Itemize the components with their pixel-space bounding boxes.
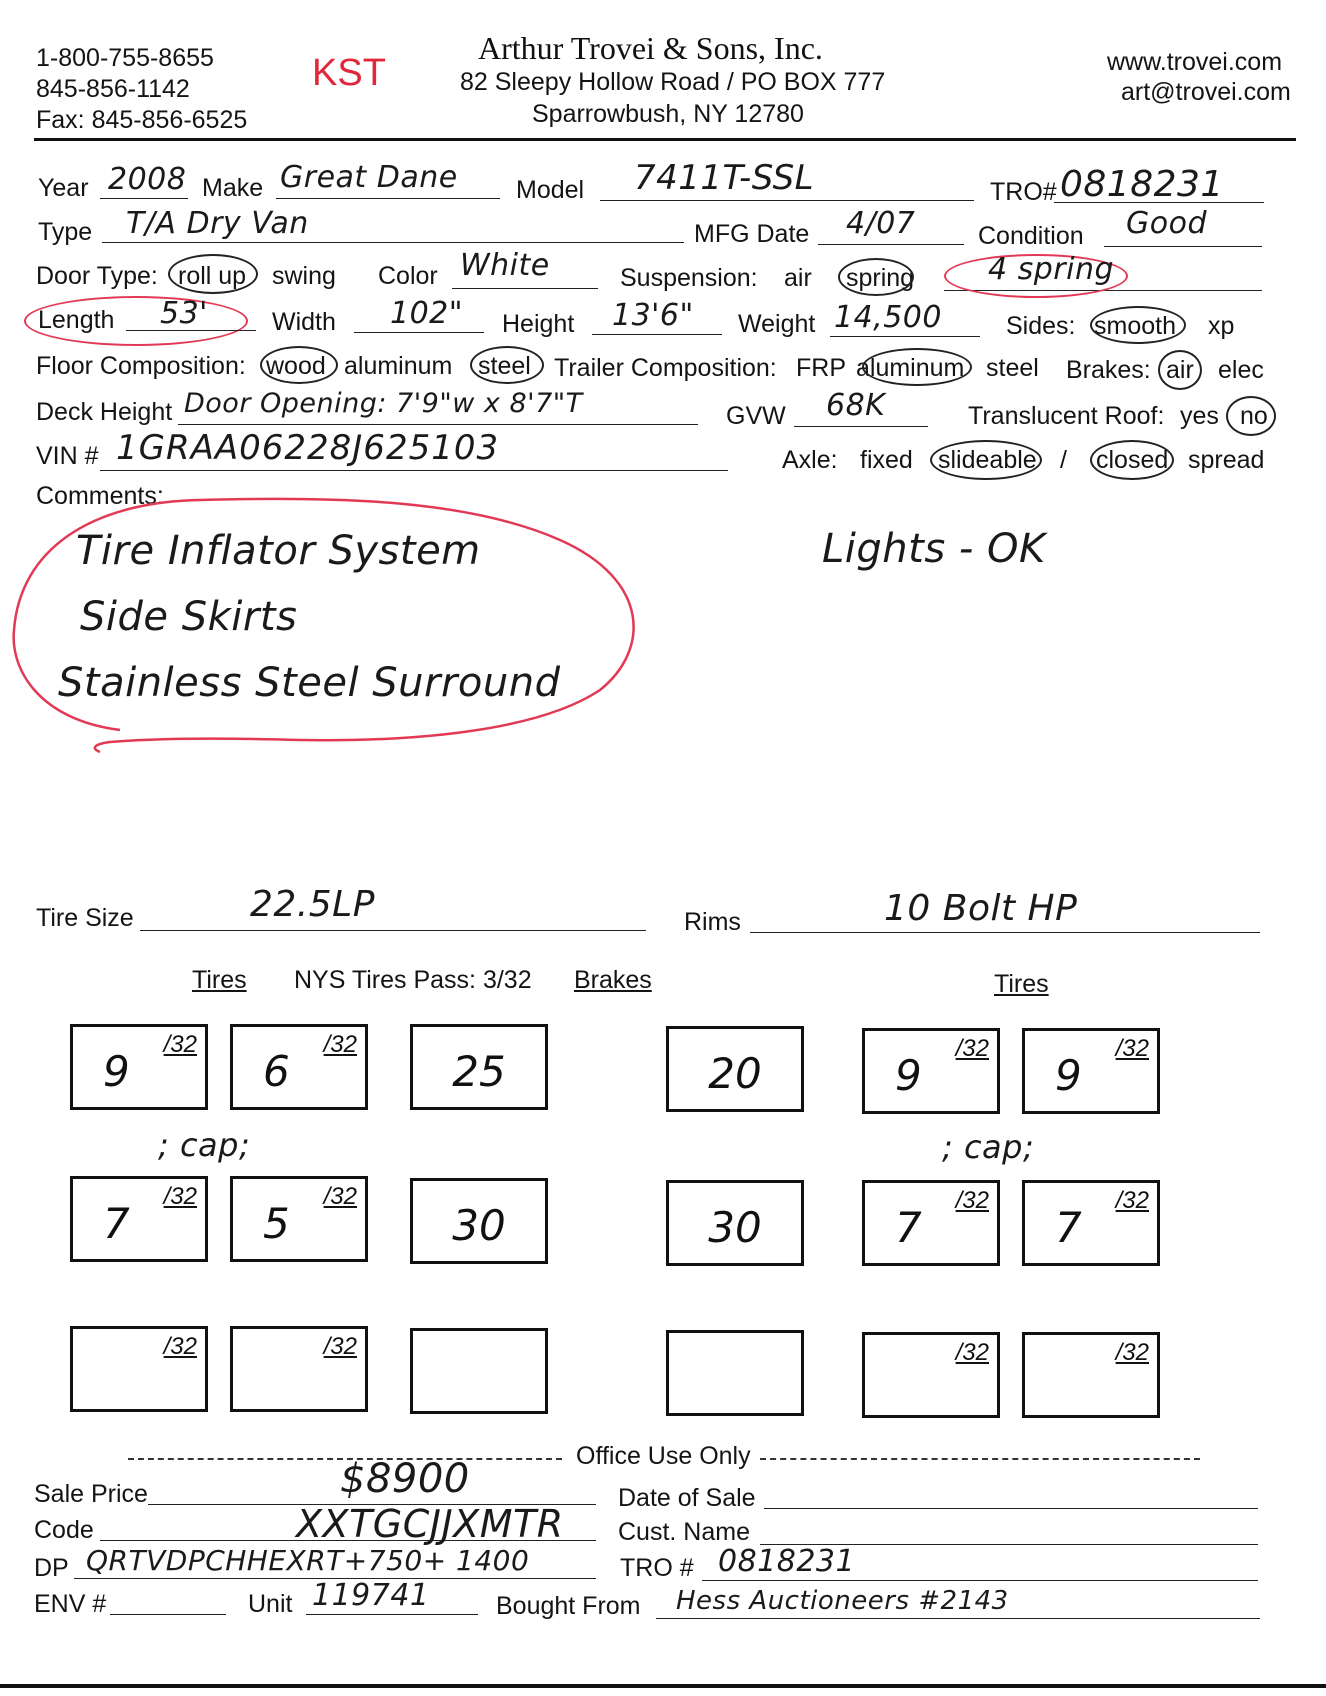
fraction-label: /32 (163, 1031, 197, 1058)
tire-box[interactable] (70, 1024, 208, 1110)
dp-value[interactable]: QRTVDPCHHEXRT+750+ 1400 (86, 1544, 530, 1577)
trailer-frp-option[interactable]: FRP (796, 354, 846, 382)
fraction-label: /32 (955, 1035, 989, 1062)
cust-name-label: Cust. Name (618, 1518, 750, 1546)
deck-height-line (178, 424, 698, 425)
date-of-sale-label: Date of Sale (618, 1484, 756, 1512)
company-name: Arthur Trovei & Sons, Inc. (478, 30, 823, 66)
color-label: Color (378, 262, 438, 290)
door-rollup-option[interactable]: roll up (178, 262, 247, 290)
tire-depth: 9 (1055, 1051, 1082, 1100)
comment-lights: Lights - OK (822, 526, 1046, 572)
wood-circle (260, 346, 338, 384)
env-label: ENV # (34, 1590, 107, 1618)
tro-value[interactable]: 0818231 (1060, 164, 1224, 205)
tire-box[interactable] (230, 1326, 368, 1412)
gvw-label: GVW (726, 402, 786, 430)
make-value[interactable]: Great Dane (280, 160, 458, 195)
email[interactable]: art@trovei.com (1121, 78, 1291, 106)
tire-box[interactable] (862, 1332, 1000, 1418)
type-value[interactable]: T/A Dry Van (126, 206, 309, 241)
axle-slideable-option[interactable]: slideable (938, 446, 1037, 474)
office-use-label: Office Use Only (576, 1442, 751, 1470)
brake-box[interactable] (666, 1330, 804, 1416)
height-label: Height (502, 310, 575, 338)
fraction-label: /32 (323, 1333, 357, 1360)
deck-height-value[interactable]: Door Opening: 7'9"w x 8'7"T (184, 388, 583, 419)
year-label: Year (38, 174, 89, 202)
tire-depth: 7 (895, 1203, 922, 1252)
rims-value[interactable]: 10 Bolt HP (884, 888, 1078, 929)
brake-box[interactable] (410, 1178, 548, 1264)
axle-closed-option[interactable]: closed (1096, 446, 1169, 474)
company-address-1: 82 Sleepy Hollow Road / PO BOX 777 (460, 68, 886, 96)
length-label: Length (38, 306, 115, 334)
slideable-circle (930, 440, 1042, 480)
tires-right-header: Tires (994, 970, 1049, 998)
make-line (276, 198, 500, 199)
tro-office-line (702, 1580, 1258, 1581)
brake-box[interactable] (410, 1328, 548, 1414)
fraction-label: /32 (323, 1183, 357, 1210)
tire-depth: 6 (263, 1047, 290, 1096)
door-swing-option[interactable]: swing (272, 262, 336, 290)
tro-label: TRO# (990, 178, 1057, 206)
tire-box[interactable] (70, 1326, 208, 1412)
trailer-aluminum-circle (862, 348, 972, 386)
condition-label: Condition (978, 222, 1084, 250)
tire-size-label: Tire Size (36, 904, 134, 932)
smooth-circle (1090, 306, 1186, 344)
type-line (102, 242, 684, 243)
door-type-label: Door Type: (36, 262, 158, 290)
color-value[interactable]: White (460, 248, 550, 283)
comments-label: Comments: (36, 482, 164, 510)
header-divider (34, 138, 1296, 141)
closed-circle (1090, 440, 1174, 480)
weight-line (830, 336, 980, 337)
mfg-date-line (818, 244, 964, 245)
gvw-line (794, 426, 928, 427)
sides-xp-option[interactable]: xp (1208, 312, 1235, 340)
code-value[interactable]: XXTGCJJXMTR (296, 1502, 564, 1546)
tire-box[interactable] (1022, 1332, 1160, 1418)
brake-box[interactable] (410, 1024, 548, 1110)
floor-wood-option[interactable]: wood (266, 352, 326, 380)
tro-office-label: TRO # (620, 1554, 694, 1582)
rims-label: Rims (684, 908, 741, 936)
floor-steel-option[interactable]: steel (478, 352, 531, 380)
axle-label: Axle: (782, 446, 838, 474)
translucent-roof-label: Translucent Roof: (968, 402, 1165, 430)
deck-height-label: Deck Height (36, 398, 173, 426)
fraction-label: /32 (163, 1333, 197, 1360)
axle-slash: / (1060, 446, 1067, 474)
bought-from-value[interactable]: Hess Auctioneers #2143 (676, 1586, 1009, 1616)
sale-price-label: Sale Price (34, 1480, 148, 1508)
brakes-elec-option[interactable]: elec (1218, 356, 1264, 384)
website[interactable]: www.trovei.com (1107, 48, 1283, 76)
width-label: Width (272, 308, 336, 336)
tire-size-value[interactable]: 22.5LP (250, 884, 375, 925)
comment-line-1: Tire Inflator System (76, 528, 481, 574)
suspension-extra-value[interactable]: 4 spring (988, 252, 1115, 287)
suspension-label: Suspension: (620, 264, 758, 292)
dp-label: DP (34, 1554, 69, 1582)
brake-value: 25 (452, 1047, 506, 1096)
vin-value[interactable]: 1GRAA06228J625103 (116, 428, 500, 468)
bought-from-label: Bought From (496, 1592, 641, 1620)
height-line (592, 334, 722, 335)
tire-box[interactable] (862, 1180, 1000, 1266)
fraction-label: /32 (1115, 1035, 1149, 1062)
axle-fixed-option[interactable]: fixed (860, 446, 913, 474)
brake-value: 30 (708, 1203, 762, 1252)
bought-from-line (656, 1618, 1260, 1619)
company-address-2: Sparrowbush, NY 12780 (532, 100, 804, 128)
tire-box[interactable] (230, 1024, 368, 1110)
model-line (600, 200, 974, 201)
tire-box[interactable] (70, 1176, 208, 1262)
condition-value[interactable]: Good (1126, 206, 1207, 241)
fraction-label: /32 (323, 1031, 357, 1058)
spring-circle (838, 258, 914, 296)
tire-box[interactable] (1022, 1180, 1160, 1266)
sides-label: Sides: (1006, 312, 1076, 340)
vin-label: VIN # (36, 442, 99, 470)
mfg-date-value[interactable]: 4/07 (846, 206, 916, 241)
suspension-air-option[interactable]: air (784, 264, 812, 292)
height-value[interactable]: 13'6" (612, 298, 694, 333)
model-value[interactable]: 7411T-SSL (634, 158, 815, 198)
brake-box[interactable] (666, 1026, 804, 1112)
length-value[interactable]: 53' (160, 296, 208, 331)
tire-depth: 9 (103, 1047, 130, 1096)
axle-spread-option[interactable]: spread (1188, 446, 1265, 474)
tire-depth: 7 (103, 1199, 130, 1248)
year-line (100, 198, 188, 199)
office-divider-right (760, 1458, 1200, 1460)
tire-depth: 9 (895, 1051, 922, 1100)
phone-2: 845-856-1142 (36, 75, 190, 103)
type-label: Type (38, 218, 93, 246)
tire-depth: 7 (1055, 1203, 1082, 1252)
unit-line (306, 1614, 478, 1615)
date-of-sale-line (764, 1508, 1258, 1509)
trailer-aluminum-option[interactable]: aluminum (856, 354, 965, 382)
brakes-air-circle (1158, 350, 1202, 390)
bottom-edge (0, 1684, 1326, 1688)
nys-pass-header: NYS Tires Pass: 3/32 (294, 966, 532, 994)
brake-value: 30 (452, 1201, 506, 1250)
width-value[interactable]: 102" (390, 296, 464, 331)
phone-1: 1-800-755-8655 (36, 44, 214, 72)
sides-smooth-option[interactable]: smooth (1094, 312, 1176, 340)
translucent-no-option[interactable]: no (1240, 402, 1268, 430)
steel-circle (470, 346, 544, 384)
floor-aluminum-option[interactable]: aluminum (344, 352, 453, 380)
year-value[interactable]: 2008 (108, 162, 187, 197)
no-circle (1226, 396, 1276, 436)
cap-note-right: ; cap; (942, 1128, 1035, 1166)
fraction-label: /32 (955, 1187, 989, 1214)
brake-box[interactable] (666, 1180, 804, 1266)
brake-value: 20 (708, 1049, 762, 1098)
gvw-value[interactable]: 68K (826, 388, 886, 423)
fraction-label: /32 (1115, 1187, 1149, 1214)
tires-left-header: Tires (192, 966, 247, 994)
model-label: Model (516, 176, 585, 204)
make-label: Make (202, 174, 264, 202)
tire-box[interactable] (862, 1028, 1000, 1114)
width-line (354, 332, 484, 333)
rims-line (750, 932, 1260, 933)
tire-size-line (140, 930, 646, 931)
comment-line-2: Side Skirts (80, 594, 298, 640)
vin-line (100, 470, 728, 471)
code-label: Code (34, 1516, 94, 1544)
unit-value[interactable]: 119741 (312, 1578, 430, 1613)
cap-note-left: ; cap; (158, 1126, 251, 1164)
trailer-steel-option[interactable]: steel (986, 354, 1039, 382)
mfg-date-label: MFG Date (694, 220, 810, 248)
weight-value[interactable]: 14,500 (834, 300, 942, 335)
brakes-header: Brakes (574, 966, 652, 994)
fraction-label: /32 (1115, 1339, 1149, 1366)
tire-depth: 5 (263, 1199, 290, 1248)
translucent-yes-option[interactable]: yes (1180, 402, 1219, 430)
comment-line-3: Stainless Steel Surround (58, 660, 561, 706)
unit-label: Unit (248, 1590, 293, 1618)
door-rollup-circle (168, 254, 258, 294)
kst-stamp: KST (312, 52, 386, 94)
env-line (110, 1614, 226, 1615)
tire-box[interactable] (1022, 1028, 1160, 1114)
sale-price-value[interactable]: $8900 (340, 1456, 470, 1502)
tro-office-value[interactable]: 0818231 (718, 1544, 856, 1579)
suspension-spring-option[interactable]: spring (846, 264, 915, 292)
trailer-composition-label: Trailer Composition: (554, 354, 777, 382)
fraction-label: /32 (955, 1339, 989, 1366)
color-line (452, 288, 598, 289)
floor-composition-label: Floor Composition: (36, 352, 246, 380)
fax: Fax: 845-856-6525 (36, 106, 248, 134)
condition-line (1104, 246, 1262, 247)
weight-label: Weight (738, 310, 816, 338)
brakes-label: Brakes: (1066, 356, 1151, 384)
tire-box[interactable] (230, 1176, 368, 1262)
fraction-label: /32 (163, 1183, 197, 1210)
brakes-air-option[interactable]: air (1166, 356, 1194, 384)
